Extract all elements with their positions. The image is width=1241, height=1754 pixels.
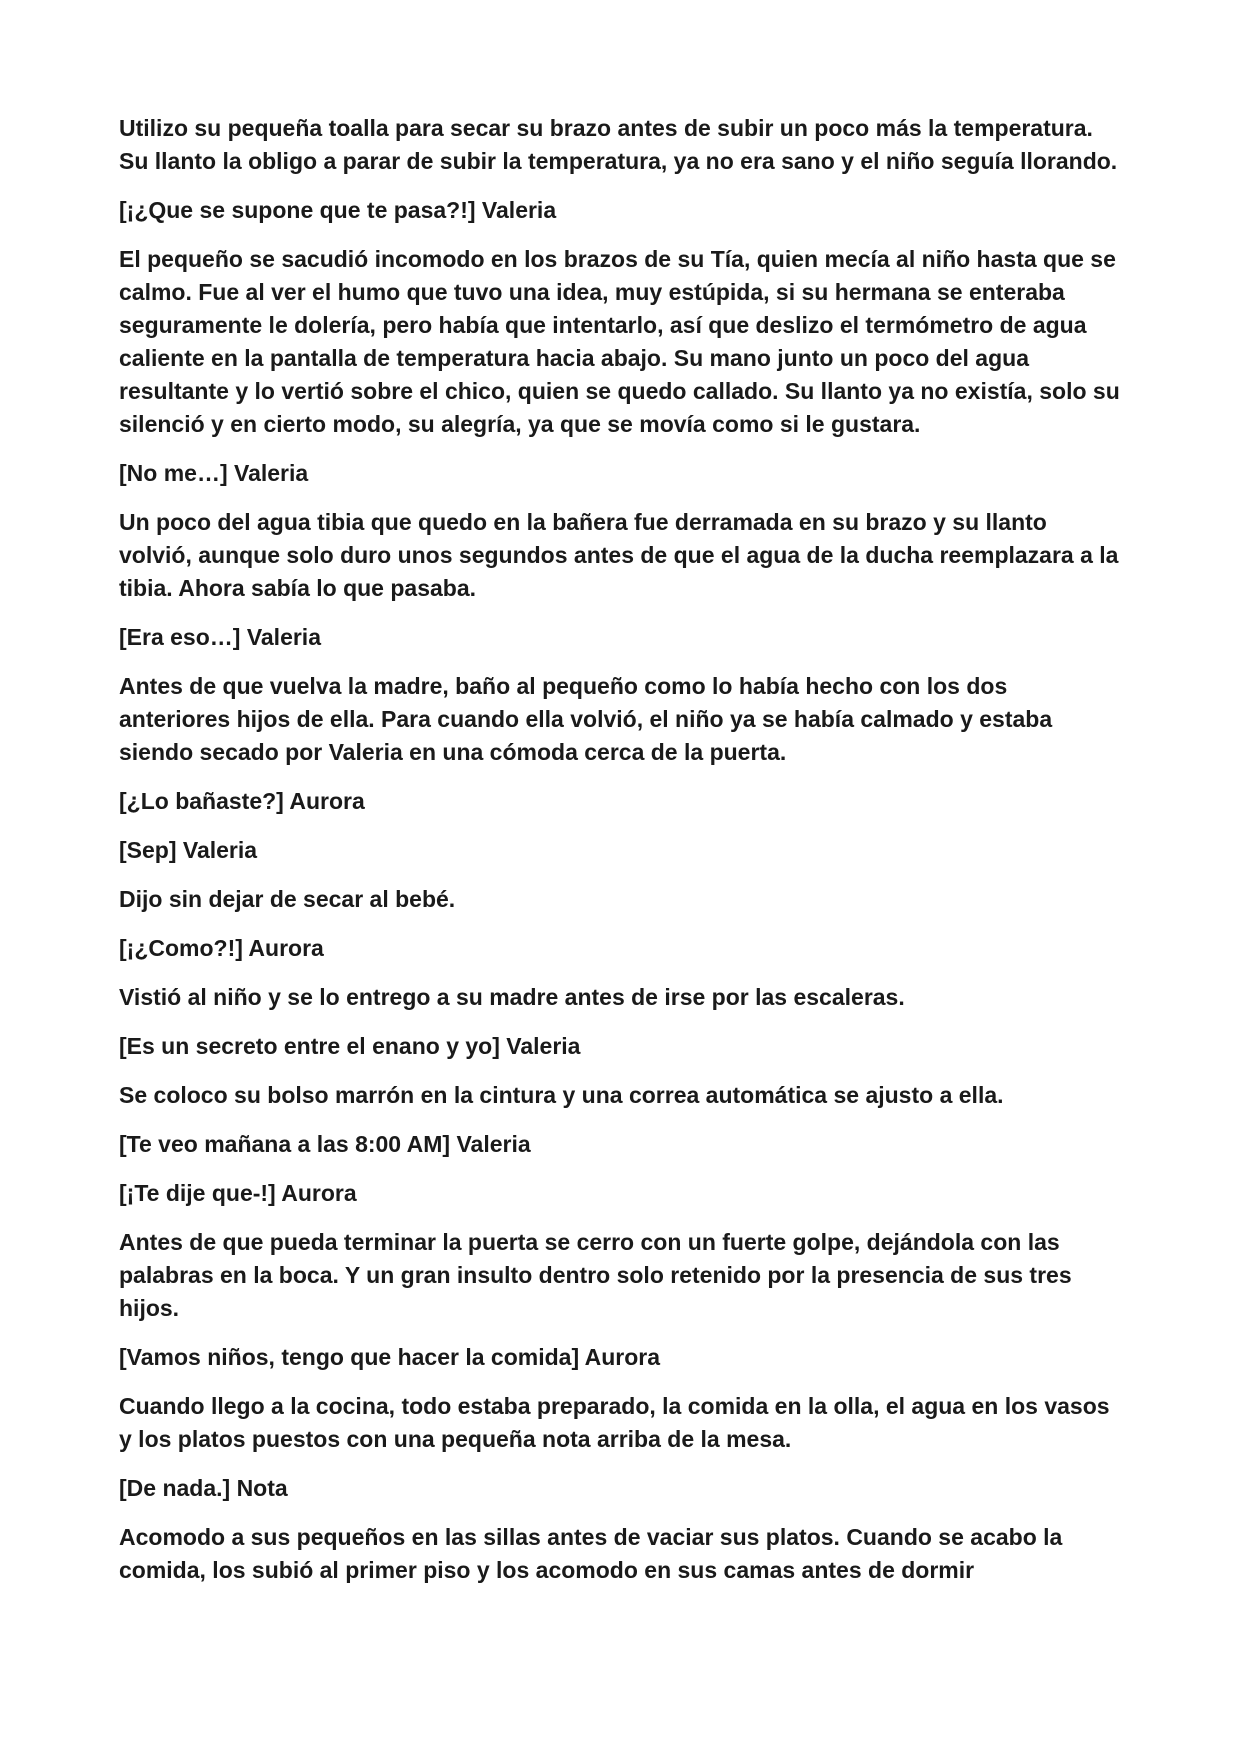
paragraph: Acomodo a sus pequeños en las sillas antes de vaciar sus platos. Cuando se acabo la comida, los subió al primer piso y los acomodo en sus camas antes de dormir [119,1524,1063,1583]
paragraph: Cuando llego a la cocina, todo estaba preparado, la comida en la olla, el agua en los vasos y los platos puestos con una pequeña nota arriba de la mesa. [119,1393,1110,1452]
dialogue-line: [De nada.] Nota [119,1475,288,1501]
paragraph: Un poco del agua tibia que quedo en la bañera fue derramada en su brazo y su llanto volvió, aunque solo duro unos segundos antes de que el agua de la ducha reemplazara a la tibia. Ahora sabía lo que pasaba. [119,509,1119,601]
dialogue-line: [Vamos niños, tengo que hacer la comida] Aurora [119,1344,661,1370]
dialogue-line: [¡Te dije que-!] Aurora [119,1180,357,1206]
paragraph: Dijo sin dejar de secar al bebé. [119,886,456,912]
dialogue-line: [¡¿Que se supone que te pasa?!] Valeria [119,197,557,223]
dialogue-line: [No me…] Valeria [119,460,309,486]
paragraph: Vistió al niño y se lo entrego a su madre antes de irse por las escaleras. [119,984,905,1010]
dialogue-line: [Sep] Valeria [119,837,258,863]
paragraph: Se coloco su bolso marrón en la cintura y una correa automática se ajusto a ella. [119,1082,1004,1108]
dialogue-line: [Te veo mañana a las 8:00 AM] Valeria [119,1131,531,1157]
paragraph: Antes de que vuelva la madre, baño al pequeño como lo había hecho con los dos anteriores hijos de ella. Para cuando ella volvió, el niño ya se había calmado y estaba siendo secado por Valeria en una cómoda cerca de la puerta. [119,673,1053,765]
paragraph: El pequeño se sacudió incomodo en los brazos de su Tía, quien mecía al niño hasta que se calmo. Fue al ver el humo que tuvo una idea, muy estúpida, si su hermana se enteraba seguramente le dolería, pero había que intentarlo, así que deslizo el termómetro de agua caliente en la pantalla de temperatura hacia abajo. Su mano junto un poco del agua resultante y lo vertió sobre el chico, quien se quedo callado. Su llanto ya no existía, solo su silenció y en cierto modo, su alegría, ya que se movía como si le gustara. [119,246,1120,437]
paragraph: Utilizo su pequeña toalla para secar su brazo antes de subir un poco más la temperatura. Su llanto la obligo a parar de subir la temperatura, ya no era sano y el niño seguía llorando. [119,115,1118,174]
dialogue-line: [¡¿Como?!] Aurora [119,935,324,961]
dialogue-line: [Es un secreto entre el enano y yo] Valeria [119,1033,581,1059]
dialogue-line: [Era eso…] Valeria [119,624,321,650]
paragraph: Antes de que pueda terminar la puerta se cerro con un fuerte golpe, dejándola con las palabras en la boca. Y un gran insulto dentro solo retenido por la presencia de sus tres hijos. [119,1229,1072,1321]
document-body [119,112,1121,1587]
dialogue-line: [¿Lo bañaste?] Aurora [119,788,365,814]
